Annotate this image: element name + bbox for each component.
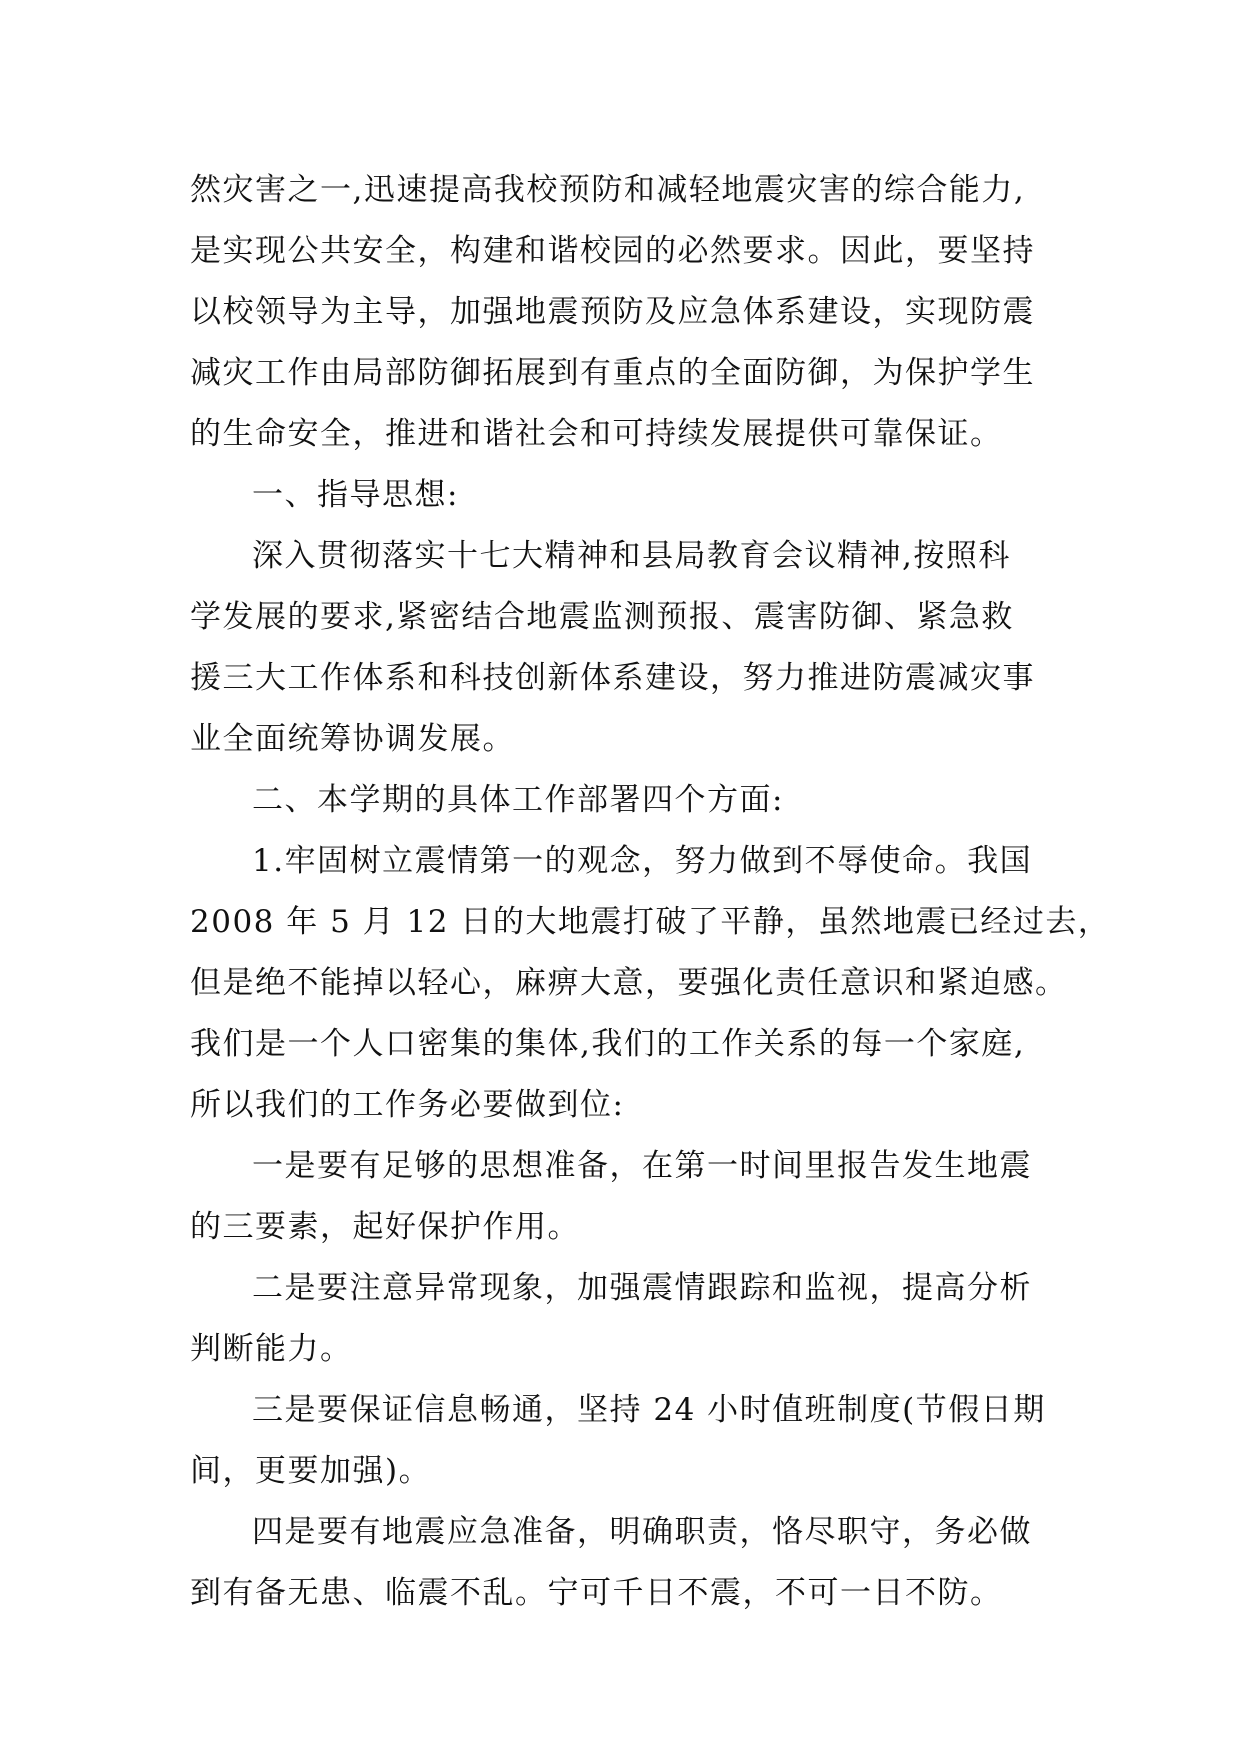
- text-line: 四是要有地震应急准备，明确职责，恪尽职守，务必做: [252, 1514, 1032, 1550]
- text-line: 是实现公共安全，构建和谐校园的必然要求。因此，要坚持: [190, 233, 1035, 269]
- text-line: 1.牢固树立震情第一的观念，努力做到不辱使命。我国: [252, 843, 1033, 879]
- text-line: 援三大工作体系和科技创新体系建设，努力推进防震减灾事: [190, 660, 1035, 696]
- text-line: 我们是一个人口密集的集体,我们的工作关系的每一个家庭,: [190, 1026, 1026, 1062]
- text-line: 然灾害之一,迅速提高我校预防和减轻地震灾害的综合能力,: [190, 172, 1026, 208]
- text-line: 判断能力。: [190, 1331, 353, 1367]
- text-line: 二是要注意异常现象，加强震情跟踪和监视，提高分析: [252, 1270, 1032, 1306]
- text-line: 三是要保证信息畅通，坚持 24 小时值班制度(节假日期: [252, 1392, 1046, 1428]
- text-line: 一、指导思想:: [252, 477, 459, 513]
- text-line: 间，更要加强)。: [190, 1453, 432, 1489]
- text-line: 到有备无患、临震不乱。宁可千日不震，不可一日不防。: [190, 1575, 1003, 1611]
- text-line: 深入贯彻落实十七大精神和县局教育会议精神,按照科: [252, 538, 1011, 574]
- text-line: 一是要有足够的思想准备，在第一时间里报告发生地震: [252, 1148, 1032, 1184]
- text-line: 学发展的要求,紧密结合地震监测预报、震害防御、紧急救: [190, 599, 1014, 635]
- text-line: 二、本学期的具体工作部署四个方面:: [252, 782, 784, 818]
- text-line: 的生命安全，推进和谐社会和可持续发展提供可靠保证。: [190, 416, 1003, 452]
- text-line: 以校领导为主导，加强地震预防及应急体系建设，实现防震: [190, 294, 1035, 330]
- text-line: 减灾工作由局部防御拓展到有重点的全面防御，为保护学生: [190, 355, 1035, 391]
- text-line: 所以我们的工作务必要做到位:: [190, 1087, 625, 1123]
- text-line: 2008 年 5 月 12 日的大地震打破了平静，虽然地震已经过去，: [190, 904, 1111, 940]
- text-line: 但是绝不能掉以轻心，麻痹大意，要强化责任意识和紧迫感。: [190, 965, 1068, 1001]
- text-line: 的三要素，起好保护作用。: [190, 1209, 580, 1245]
- document-body: [190, 160, 1111, 1624]
- text-line: 业全面统筹协调发展。: [190, 721, 515, 757]
